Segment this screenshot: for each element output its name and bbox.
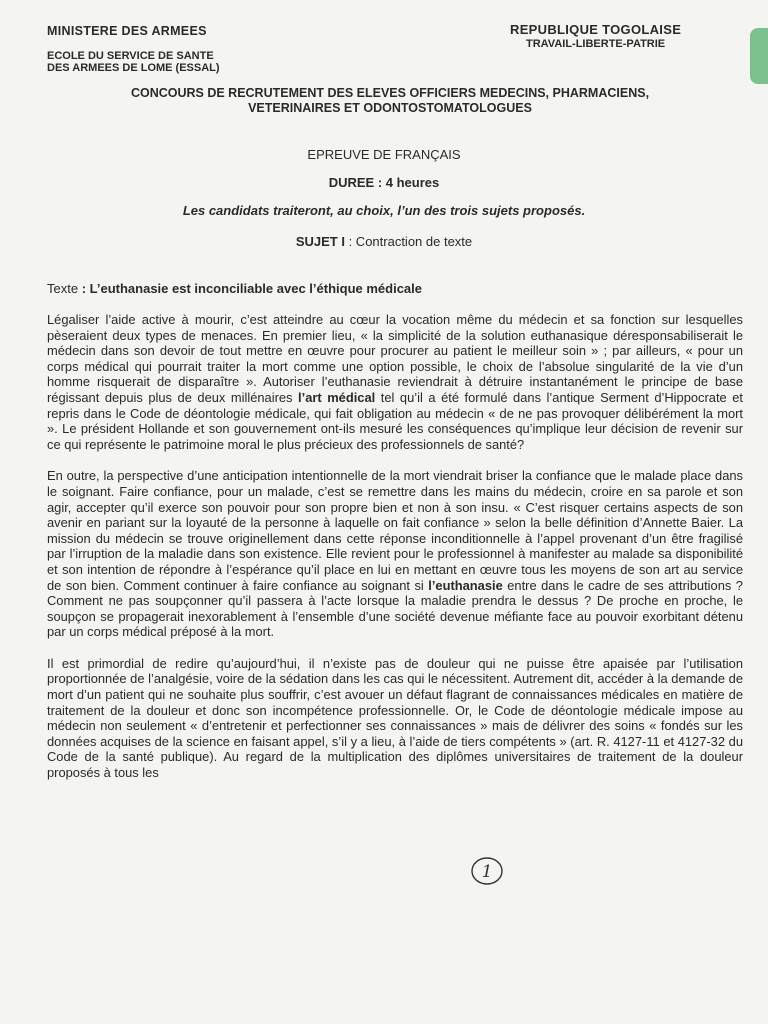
- text-body: [47, 312, 743, 797]
- school-name: [47, 50, 220, 74]
- contest-title: [70, 86, 710, 116]
- exam-duration: DUREE : 4 heures: [328, 175, 440, 190]
- paragraph-1-emphasis: l’art médical: [298, 389, 376, 405]
- school-line-2: DES ARMEES DE LOME (ESSAL): [47, 62, 220, 74]
- exam-title: EPREUVE DE FRANÇAIS: [307, 147, 461, 162]
- exam-instructions: Les candidats traiteront, au choix, l’un des trois sujets proposés.: [182, 203, 586, 218]
- text-label: Texte: [47, 281, 79, 296]
- page-number-text: 1: [481, 862, 493, 882]
- paragraph-1: [47, 312, 743, 452]
- text-title: Texte : L’euthanasie est inconciliable avec l’éthique médicale: [47, 281, 422, 296]
- subject-title: : Contraction de texte: [344, 234, 473, 249]
- contest-title-line-1: CONCOURS DE RECRUTEMENT DES ELEVES OFFICIERS MEDECINS, PHARMACIENS,: [130, 86, 650, 100]
- school-line-1: ECOLE DU SERVICE DE SANTE: [47, 50, 214, 62]
- paragraph-3: Il est primordial de redire qu’aujourd’hui, il n’existe pas de douleur qui ne puisse être apaisée par l’utilisation proportionnée de l’analgésie, voire de la sédation dans les cas qui le nécessitent. Autrement dit, accéder à la demande de mort d’un patient qui ne souhaite plus souffrir, c’est avouer un défaut flagrant de connaissances médicales en matière de traitement de la douleur et donc son incompétence professionnelle. Or, le Code de déontologie médicale impose au médecin non seulement « d’entretenir et perfectionner ses connaissances » mais de délivrer des soins « fondés sur les données acquises de la science en faisant appel, s’il y a lieu, à l’aide de tiers compétents » (art. R. 4127-11 et 4127-32 du Code de la santé publique). Au regard de la multiplication des diplômes universitaires de traitement de la douleur proposés à tous les: [47, 655, 743, 781]
- bookmark-tab: [750, 28, 768, 84]
- subject-label: SUJET I: [295, 234, 345, 249]
- header-right: [510, 22, 681, 50]
- paragraph-2-emphasis: l’euthanasie: [428, 577, 503, 593]
- paragraph-2-part-b: entre dans le cadre de ses attributions ? Comment ne pas soupçonner qu’il passera à l’acte lorsque la maladie prendra le dessus ? De proche en proche, le soupçon se propagerait inexorablement à l’ensemble d’une société devenue méfiante face au pouvoir exorbitant détenu par un corps médical préposé à la mort.: [47, 577, 743, 640]
- contest-title-line-2: VETERINAIRES ET ODONTOSTOMATOLOGUES: [248, 101, 532, 115]
- subject-heading: [0, 234, 768, 249]
- text-title-value: L’euthanasie est inconciliable avec l’éthique médicale: [89, 281, 422, 296]
- paragraph-1-part-b: tel qu’il a été formulé dans l’antique Serment d’Hippocrate et repris dans le Code de déontologie médicale, qui fait obligation au médecin « de ne pas provoquer délibérément la mort ». Le président Hollande et son gouvernement ont-ils mesuré les conséquences qu’implique leur décision de revenir sur ce qui représente le patrimoine moral le plus précieux des professionnels de santé?: [47, 389, 743, 452]
- national-motto: TRAVAIL-LIBERTE-PATRIE: [526, 38, 666, 50]
- ministry-name: MINISTERE DES ARMEES: [47, 24, 207, 38]
- paragraph-2-part-a: En outre, la perspective d’une anticipation intentionnelle de la mort viendrait briser la confiance que le malade place dans le soignant. Faire confiance, pour un malade, c’est se remettre dans les mains du médecin, croire en sa parole et son agir, accepter qu’il exerce son pouvoir pour son propre bien et non à son insu. « C’est risquer certains aspects de son avenir en pariant sur la loyauté de la personne à laquelle on fait confiance » selon la belle définition d’Annette Baier. La mission du médecin se trouve originellement dans cette réponse inconditionnelle à l’appel provenant d’un être fragilisé par l’irruption de la maladie dans son existence. Elle revient pour le professionnel à manifester au malade sa disponibilité et son intention de répondre à l’espérance qu’il place en lui en mettant en œuvre tous les moyens de son art au service de son bien. Comment continuer à faire confiance au soignant si: [47, 468, 743, 593]
- paragraph-1-part-a: Légaliser l’aide active à mourir, c’est atteindre au cœur la vocation même du médecin et sa fonction sur lesquelles pèseraient deux types de menaces. En premier lieu, « la simplicité de la solution euthanasique déresponsabiliserait le médecin dans son devoir de tout mettre en œuvre pour procurer au patient le meilleur soin » ; par ailleurs, « pour un corps médical qui pourrait traiter la mort comme une option possible, le choix de l’absolue singularité de la vie d’un homme risquerait de disparaître ». Autoriser l’euthanasie reviendrait à détruire instantanément le principe de base régissant depuis plus de deux millénaires: [47, 312, 743, 405]
- paragraph-2: [47, 468, 743, 640]
- page-number-mark: [470, 854, 504, 888]
- republic-name: REPUBLIQUE TOGOLAISE: [510, 22, 682, 37]
- header-left: [47, 24, 220, 74]
